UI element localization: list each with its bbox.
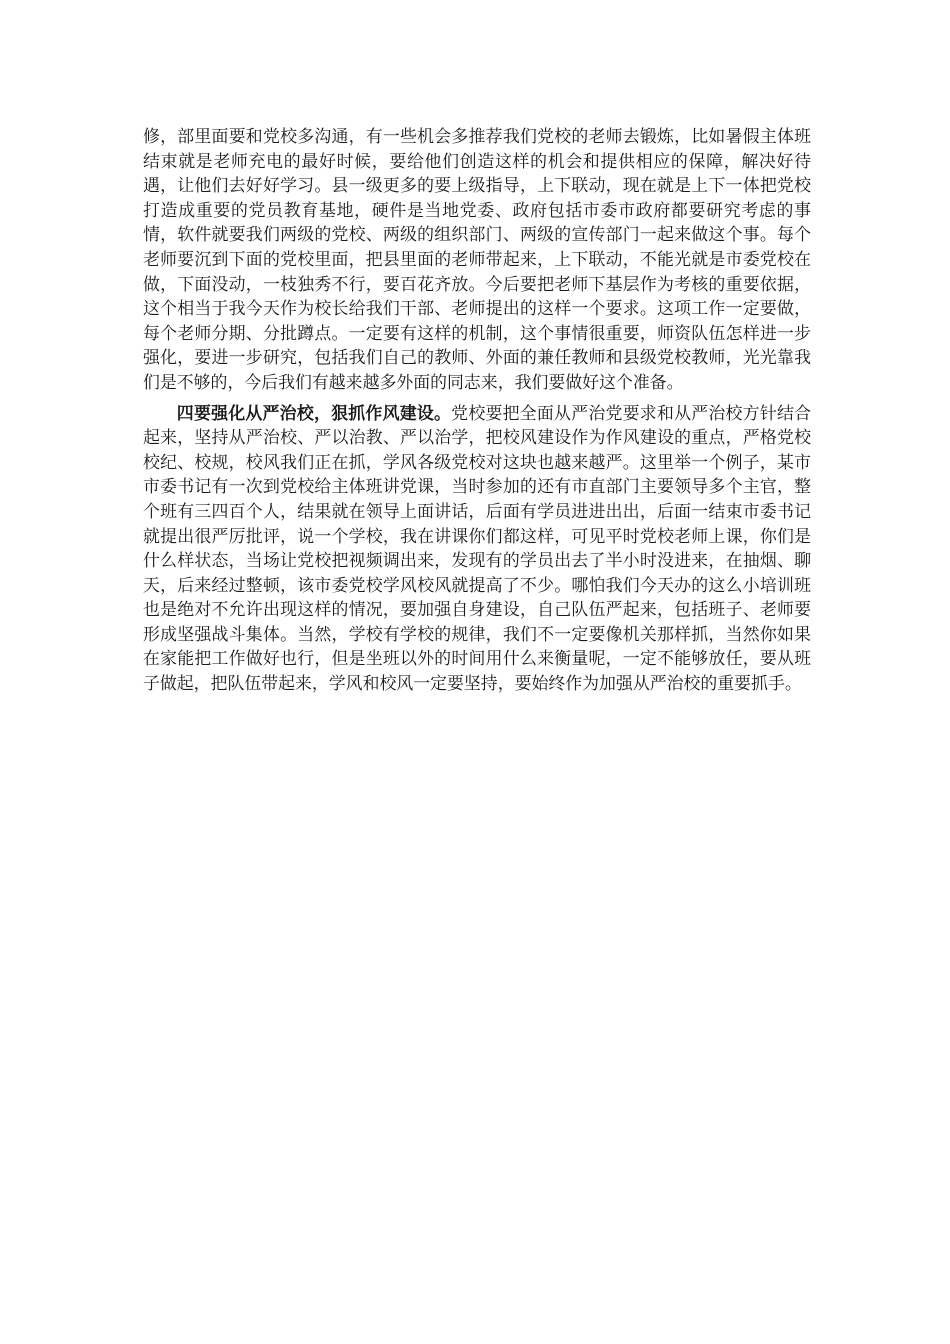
document-body bbox=[143, 124, 811, 696]
paragraph-text: 党校要把全面从严治党要求和从严治校方针结合起来，坚持从严治校、严以治教、严以治学，把校风建设作为作风建设的重点，严格党校校纪、校规，校风我们正在抓，学风各级党校对这块也越来越严。这里举一个例子，某市市委书记有一次到党校给主体班讲党课，当时参加的还有市直部门主要领导多个主官，整个班有三四百个人，结果就在领导上面讲话，后面有学员进进出出，后面一结束市委书记就提出很严厉批评，说一个学校，我在讲课你们都这样，可见平时党校老师上课，你们是什么样状态，当场让党校把视频调出来，发现有的学员出去了半小时没进来，在抽烟、聊天，后来经过整顿，该市委党校学风校风就提高了不少。哪怕我们今天办的这么小培训班也是绝对不允许出现这样的情况，要加强自身建设，自己队伍严起来，包括班子、老师要形成坚强战斗集体。当然，学校有学校的规律，我们不一定要像机关那样抓，当然你如果在家能把工作做好也行，但是坐班以外的时间用什么来衡量呢，一定不能够放任，要从班子做起，把队伍带起来，学风和校风一定要坚持，要始终作为加强从严治校的重要抓手。 bbox=[143, 402, 812, 694]
paragraph-section-four bbox=[143, 401, 811, 696]
paragraph-text: 修，部里面要和党校多沟通，有一些机会多推荐我们党校的老师去锻炼，比如暑假主体班结束就是老师充电的最好时候，要给他们创造这样的机会和提供相应的保障，解决好待遇，让他们去好好学习。县一级更多的要上级指导，上下联动，现在就是上下一体把党校打造成重要的党员教育基地，硬件是当地党委、政府包括市委市政府都要研究考虑的事情，软件就要我们两级的党校、两级的组织部门、两级的宣传部门一起来做这个事。每个老师要沉到下面的党校里面，把县里面的老师带起来，上下联动，不能光就是市委党校在做，下面没动，一枝独秀不行，要百花齐放。今后要把老师下基层作为考核的重要依据，这个相当于我今天作为校长给我们干部、老师提出的这样一个要求。这项工作一定要做，每个老师分期、分批蹲点。一定要有这样的机制，这个事情很重要，师资队伍怎样进一步强化，要进一步研究，包括我们自己的教师、外面的兼任教师和县级党校教师，光光靠我们是不够的，今后我们有越来越多外面的同志来，我们要做好这个准备。 bbox=[143, 126, 811, 392]
section-heading: 四要强化从严治校，狠抓作风建设。 bbox=[176, 402, 452, 423]
paragraph-continuation bbox=[143, 124, 811, 395]
